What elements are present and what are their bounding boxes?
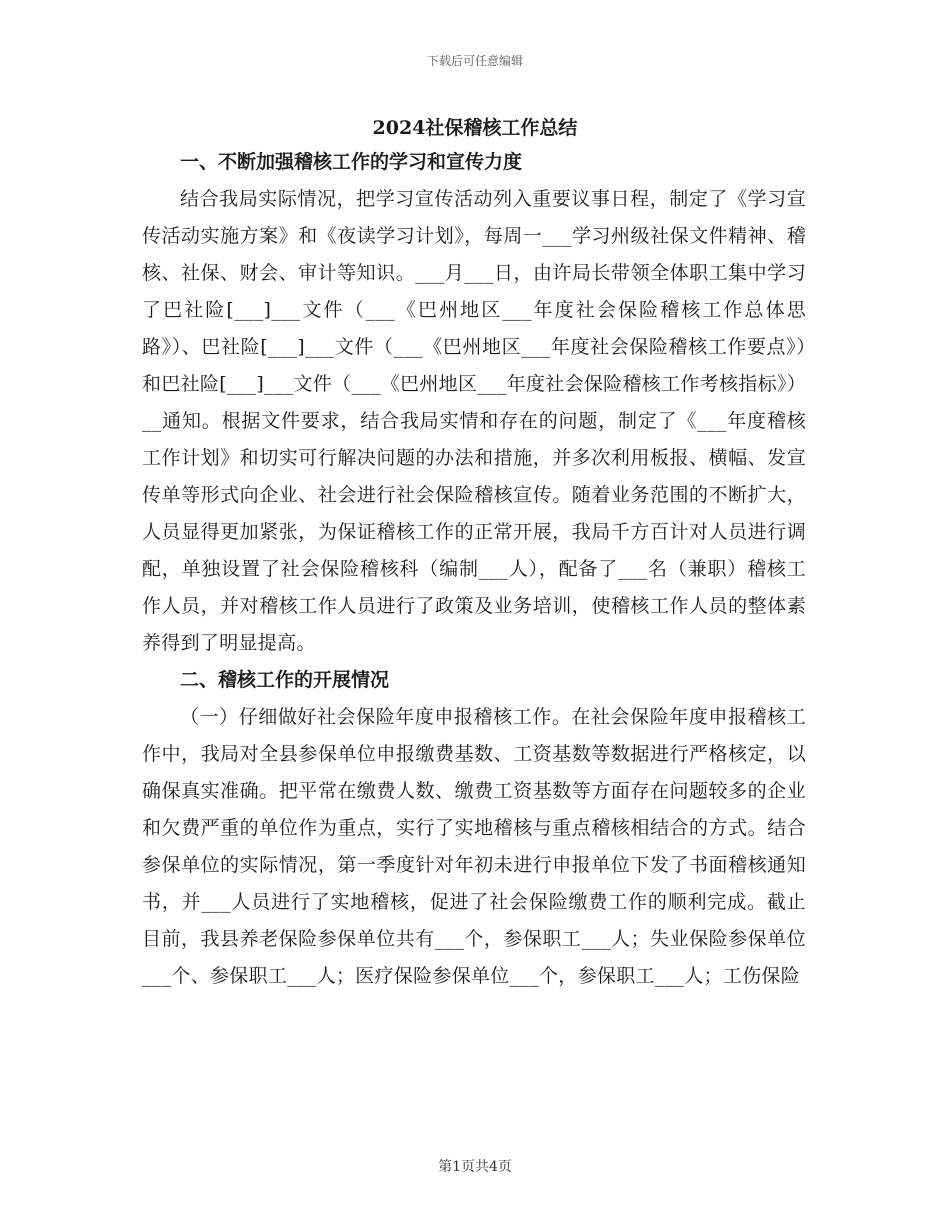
section-1-paragraph-1: 结合我局实际情况，把学习宣传活动列入重要议事日程，制定了《学习宣传活动实施方案》和《夜读学习计划》，每周一___学习州级社保文件精神、稽核、社保、财会、审计等知识。___月___日，由许局长带领全体职工集中学习了巴社险[___]___文件（___《巴州地区___年度社会保险稽核工作总体思路》）、巴社险[___]___文件（___《巴州地区___年度社会保险稽核工作要点》）和巴社险[___]___文件（___《巴州地区___年度社会保险稽核工作考核指标》）__通知。根据文件要求，结合我局实情和存在的问题，制定了《___年度稽核工作计划》和切实可行解决问题的办法和措施，并多次利用板报、横幅、发宣传单等形式向企业、社会进行社会保险稽核宣传。随着业务范围的不断扩大，人员显得更加紧张，为保证稽核工作的正常开展，我局千方百计对人员进行调配，单独设置了社会保险稽核科（编制___人），配备了___名（兼职）稽核工作人员，并对稽核工作人员进行了政策及业务培训，使稽核工作人员的整体素养得到了明显提高。 bbox=[142, 188, 806, 654]
document-title: 2024社保稽核工作总结 bbox=[372, 117, 578, 139]
document-body bbox=[142, 144, 806, 995]
section-heading-2: 二、稽核工作的开展情况 bbox=[180, 669, 390, 691]
section-heading-1: 一、不断加强稽核工作的学习和宣传力度 bbox=[180, 151, 523, 173]
page-number: 第1页共4页 bbox=[438, 1159, 512, 1175]
page-header-note: 下载后可任意编辑 bbox=[426, 54, 523, 68]
section-2-paragraph-1: （一）仔细做好社会保险年度申报稽核工作。在社会保险年度申报稽核工作中，我局对全县参保单位申报缴费基数、工资基数等数据进行严格核定，以确保真实准确。把平常在缴费人数、缴费工资基数等方面存在问题较多的企业和欠费严重的单位作为重点，实行了实地稽核与重点稽核相结合的方式。结合参保单位的实际情况，第一季度针对年初未进行申报单位下发了书面稽核通知书，并___人员进行了实地稽核，促进了社会保险缴费工作的顺利完成。截止目前，我县养老保险参保单位共有___个，参保职工___人；失业保险参保单位___个、参保职工___人；医疗保险参保单位___个，参保职工___人；工伤保险 bbox=[142, 706, 806, 987]
